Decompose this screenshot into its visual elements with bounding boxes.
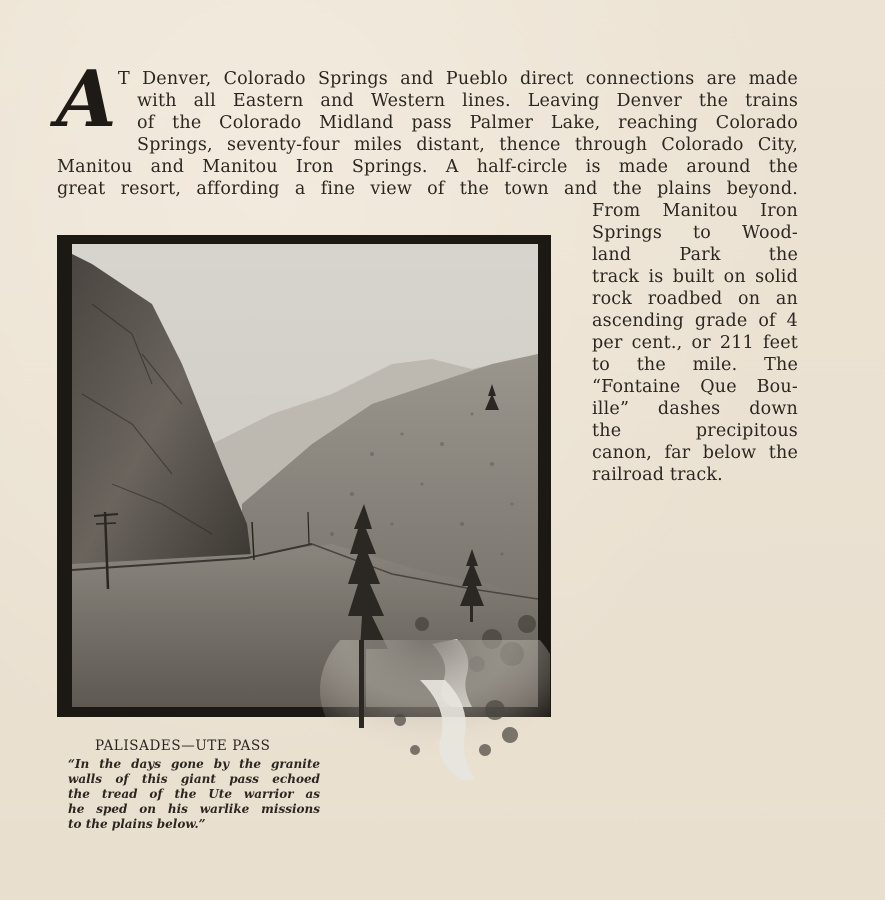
body-line: T Denver, Colorado Springs and Pueblo direct connections are made	[118, 69, 798, 89]
body-line: of the Colorado Midland pass Palmer Lake, reaching Colorado	[137, 113, 798, 133]
body-line: railroad track.	[592, 465, 723, 485]
body-line: with all Eastern and Western lines. Leaving Denver the trains	[137, 91, 798, 111]
body-line: ille” dashes down	[592, 399, 798, 419]
body-line: ascending grade of 4	[592, 311, 798, 331]
drop-cap: A	[56, 54, 117, 145]
mountain-pass-photo	[72, 244, 538, 707]
caption-title: PALISADES—UTE PASS	[95, 738, 271, 754]
body-line: great resort, affording a fine view of the town and the plains beyond.	[57, 179, 798, 199]
body-line: per cent., or 211 feet	[592, 333, 798, 353]
caption-line: “In the days gone by the granite	[68, 757, 320, 771]
caption-line: walls of this giant pass echoed	[68, 772, 320, 786]
body-line: “Fontaine Que Bou-	[592, 377, 798, 397]
body-line: rock roadbed on an	[592, 289, 798, 309]
body-line: the precipitous	[592, 421, 798, 441]
caption-line: to the plains below.”	[68, 817, 206, 831]
body-line: Springs, seventy-four miles distant, thence through Colorado City,	[137, 135, 798, 155]
body-line: Manitou and Manitou Iron Springs. A half-circle is made around the	[57, 157, 798, 177]
body-line: canon, far below the	[592, 443, 798, 463]
body-line: From Manitou Iron	[592, 201, 798, 221]
body-line: track is built on solid	[592, 267, 798, 287]
photo-vignette	[300, 640, 550, 790]
body-line: Springs to Wood-	[592, 223, 798, 243]
caption-line: the tread of the Ute warrior as	[68, 787, 320, 801]
body-line: land Park the	[592, 245, 798, 265]
body-line: to the mile. The	[592, 355, 798, 375]
caption-line: he sped on his warlike missions	[68, 802, 320, 816]
